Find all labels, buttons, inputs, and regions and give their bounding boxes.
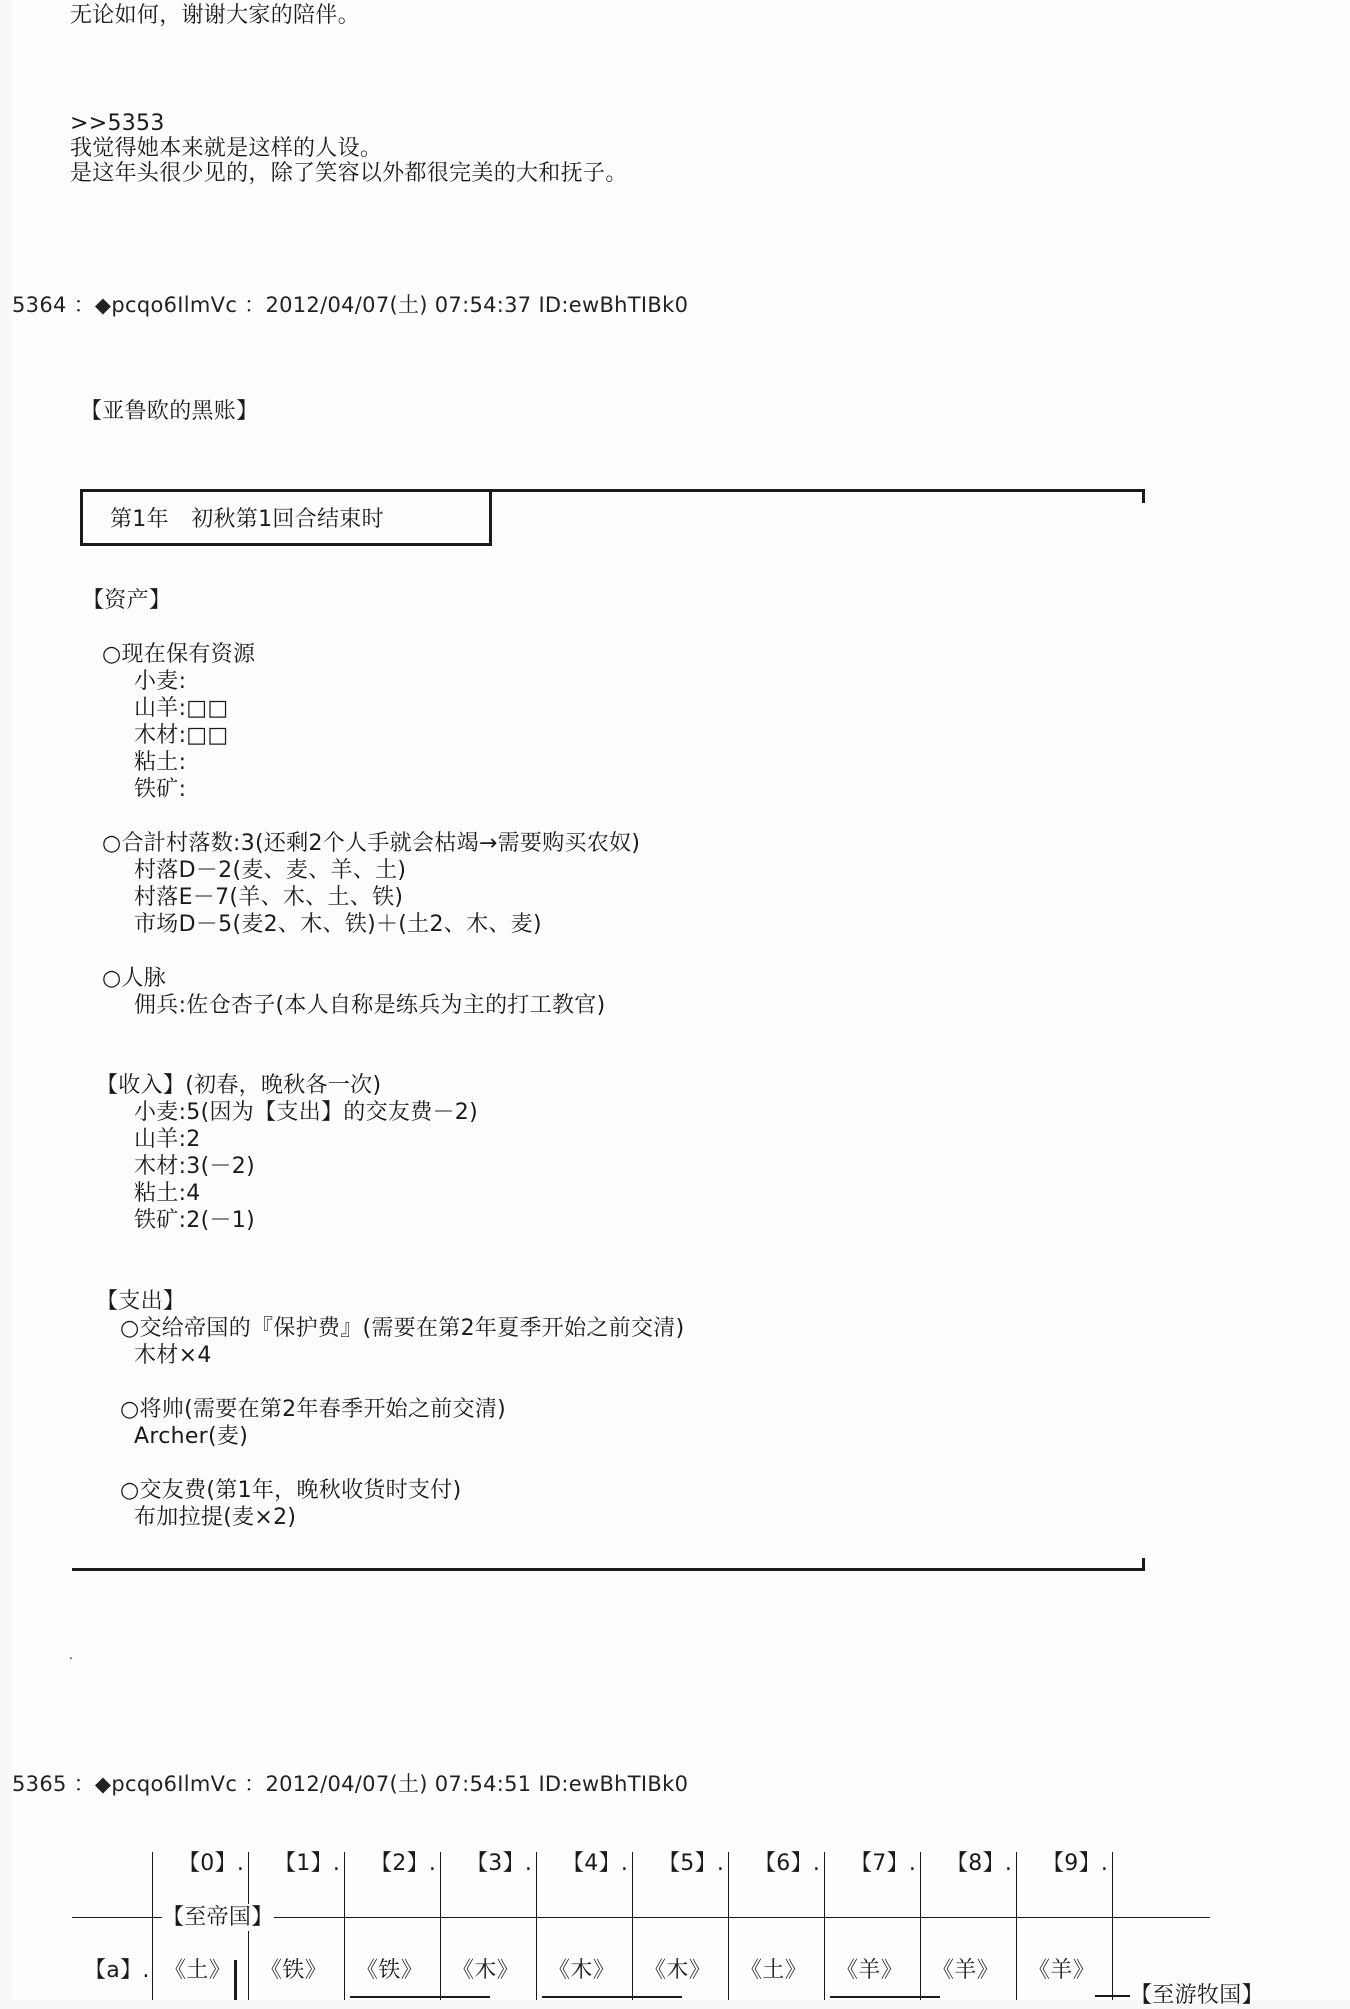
row-a-label: 【a】. (84, 1958, 150, 1983)
board-column-separator (344, 1852, 345, 2000)
board-column-separator (1016, 1852, 1017, 2000)
board-cell-a2: 《铁》 (356, 1958, 423, 1983)
board-column-header: 【0】. (178, 1851, 245, 1876)
expense-item-detail: Archer(麦) (134, 1424, 249, 1449)
ledger-title: 【亚鲁欧的黑账】 (80, 399, 259, 424)
to-pasture-label: 【至游牧国】 (1130, 1983, 1264, 2008)
tab-left-border (80, 489, 83, 546)
resource-item: 小麦: (134, 669, 187, 694)
thread-page (12, 0, 1350, 2008)
village-item: 村落E－7(羊、木、土、铁) (134, 885, 404, 910)
assets-heading: 【资产】 (82, 588, 172, 613)
board-column-header: 【9】. (1042, 1851, 1109, 1876)
board-column-separator (536, 1852, 537, 2000)
box-top-right-tick (1142, 489, 1145, 503)
resource-item: 粘土: (134, 750, 187, 775)
board-cell-a6: 《土》 (740, 1958, 807, 1983)
board-thick-divider (234, 1960, 237, 2000)
income-item: 木材:3(－2) (134, 1154, 255, 1179)
board-column-header: 【7】. (850, 1851, 917, 1876)
box-bottom-border (72, 1568, 1145, 1571)
contacts-heading: ○人脉 (102, 966, 167, 991)
board-column-separator (632, 1852, 633, 2000)
board-column-header: 【5】. (658, 1851, 725, 1876)
board-column-header: 【6】. (754, 1851, 821, 1876)
board-cell-a1: 《铁》 (260, 1958, 327, 1983)
expense-item-heading: ○交友费(第1年，晚秋收货时支付) (120, 1478, 462, 1503)
trailing-dot: . (69, 1648, 74, 1662)
board-cell-a4: 《木》 (548, 1958, 615, 1983)
income-heading: 【收入】(初春，晚秋各一次) (96, 1073, 382, 1098)
pasture-connector (1095, 1995, 1130, 1997)
post-text-line: 无论如何，谢谢大家的陪伴。 (70, 3, 360, 28)
resource-item: 铁矿: (134, 777, 187, 802)
expense-heading: 【支出】 (96, 1289, 186, 1314)
resources-heading: ○现在保有资源 (102, 642, 256, 667)
board-column-header: 【4】. (562, 1851, 629, 1876)
board-cell-a8: 《羊》 (932, 1958, 999, 1983)
income-item: 铁矿:2(－1) (134, 1208, 255, 1233)
board-column-separator (920, 1852, 921, 2000)
board-column-separator (824, 1852, 825, 2000)
villages-heading: ○合計村落数:3(还剩2个人手就会枯竭→需要购买农奴) (102, 831, 641, 856)
board-cell-a5: 《木》 (644, 1958, 711, 1983)
board-column-separator (440, 1852, 441, 2000)
contact-item: 佣兵:佐仓杏子(本人自称是练兵为主的打工教官) (134, 993, 606, 1018)
board-column-separator (152, 1852, 153, 2000)
income-item: 小麦:5(因为【支出】的交友费－2) (134, 1100, 478, 1125)
post-text-line: 是这年头很少见的，除了笑容以外都很完美的大和抚子。 (70, 161, 628, 186)
box-bottom-right-tick (1142, 1558, 1145, 1571)
tab-bottom-border (80, 543, 492, 546)
board-cell-a9: 《羊》 (1028, 1958, 1095, 1983)
village-item: 村落D－2(麦、麦、羊、土) (134, 858, 407, 883)
expense-item-heading: ○交给帝国的『保护费』(需要在第2年夏季开始之前交清) (120, 1316, 685, 1341)
tab-right-border (489, 489, 492, 546)
box-top-border (80, 489, 1145, 492)
resource-item: 木材:□□ (134, 723, 229, 748)
to-empire-label: 【至帝国】 (162, 1905, 274, 1930)
board-column-separator (1112, 1852, 1113, 2000)
board-cell-edge (350, 1996, 490, 1998)
board-column-header: 【8】. (946, 1851, 1013, 1876)
board-column-header: 【3】. (466, 1851, 533, 1876)
post-header-5364: 5364 ：◆pcqo6IlmVc ：2012/04/07(土) 07:54:37 ID:ewBhTIBk0 (12, 293, 689, 317)
expense-item-detail: 木材×4 (134, 1343, 212, 1368)
post-header-5365: 5365 ：◆pcqo6IlmVc ：2012/04/07(土) 07:54:51 ID:ewBhTIBk0 (12, 1772, 689, 1796)
income-item: 山羊:2 (134, 1127, 201, 1152)
board-column-header: 【1】. (274, 1851, 341, 1876)
expense-item-heading: ○将帅(需要在第2年春季开始之前交清) (120, 1397, 507, 1422)
post-text-line: 我觉得她本来就是这样的人设。 (70, 136, 383, 161)
board-cell-a0: 《土》 (164, 1958, 231, 1983)
board-column-separator (728, 1852, 729, 2000)
box-title: 第1年 初秋第1回合结束时 (110, 507, 384, 532)
income-item: 粘土:4 (134, 1181, 201, 1206)
reply-quote-link[interactable]: >>5353 (70, 111, 165, 136)
board-cell-edge (542, 1996, 682, 1998)
board-column-header: 【2】. (370, 1851, 437, 1876)
expense-item-detail: 布加拉提(麦×2) (134, 1505, 297, 1530)
board-cell-edge (830, 1996, 940, 1998)
board-cell-a3: 《木》 (452, 1958, 519, 1983)
resource-item: 山羊:□□ (134, 696, 229, 721)
village-item: 市场D－5(麦2、木、铁)＋(土2、木、麦) (134, 912, 542, 937)
board-cell-a7: 《羊》 (836, 1958, 903, 1983)
